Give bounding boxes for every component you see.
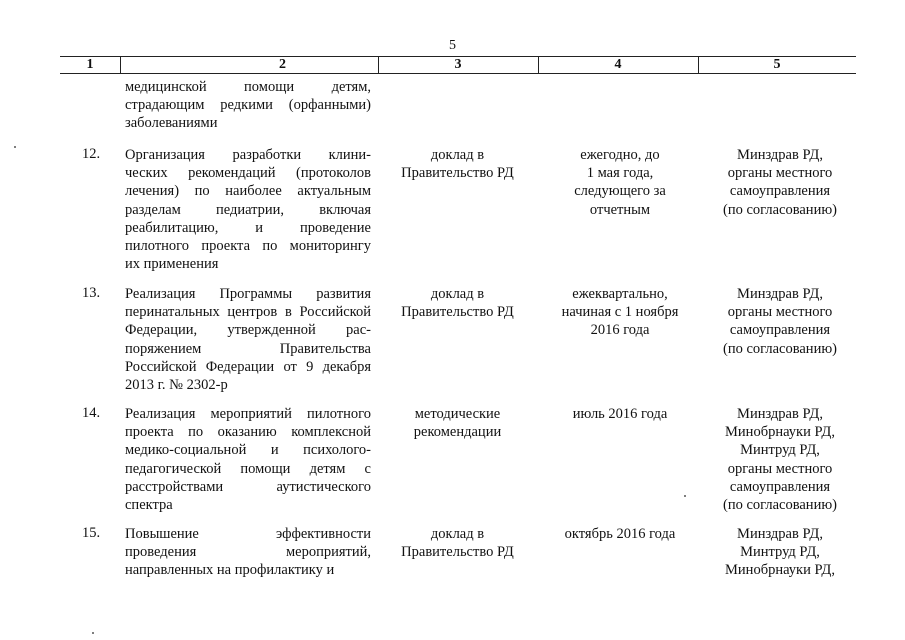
row-form: методические рекомендации — [413, 406, 502, 441]
row-form: доклад в Правительство РД — [401, 147, 514, 182]
header-col-1: 1 — [86, 57, 94, 72]
description-line: Реализация мероприятий пилотного — [125, 406, 371, 422]
row-form: доклад в Правительство РД — [401, 526, 514, 561]
row-responsible: Минздрав РД, органы местного самоуправления (по согласованию) — [723, 147, 837, 218]
description-line: перинатальных центров в Российской — [125, 304, 371, 321]
row-description — [125, 525, 371, 580]
row-number: 15. — [82, 525, 101, 541]
row-number: 13. — [82, 285, 101, 301]
description-line: Реализация Программы развития — [125, 286, 371, 302]
row-description — [125, 285, 371, 394]
description-line: заболеваниями — [125, 115, 218, 132]
description-line: Организация разработки клини- — [125, 147, 371, 163]
description-line: расстройствами аутистического — [125, 478, 371, 495]
row-number: 14. — [82, 405, 101, 421]
row-description — [125, 78, 371, 133]
description-line: лечения) по наиболее актуальным — [125, 183, 371, 200]
header-col-3: 3 — [454, 57, 462, 72]
description-line: медицинской помощи детям, — [125, 79, 371, 95]
scan-speck — [684, 495, 686, 497]
page-number: 5 — [449, 38, 456, 53]
header-col-5: 5 — [773, 57, 781, 72]
description-line: разделам педиатрии, включая — [125, 201, 371, 218]
description-line: педагогической помощи детям с — [125, 460, 371, 477]
row-number: 12. — [82, 146, 101, 162]
description-line: Повышение эффективности — [125, 526, 371, 542]
row-deadline: ежегодно, до 1 мая года, следующего за отчетным — [574, 147, 666, 218]
row-deadline: ежеквартально, начиная с 1 ноября 2016 года — [561, 286, 679, 339]
row-deadline: октябрь 2016 года — [564, 526, 676, 542]
row-responsible: Минздрав РД, Минтруд РД, Минобрнауки РД, — [725, 526, 835, 579]
description-line: медико-социальной и психолого- — [125, 442, 371, 459]
table-header-row — [60, 56, 856, 74]
header-col-4: 4 — [614, 57, 622, 72]
description-line: проекта по оказанию комплексной — [125, 424, 371, 441]
description-line: спектра — [125, 497, 173, 514]
row-description — [125, 405, 371, 514]
description-line: реабилитацию, и проведение — [125, 219, 371, 236]
scan-speck — [92, 632, 94, 634]
description-line: Федерации, утвержденной рас- — [125, 322, 371, 339]
description-line: проведения мероприятий, — [125, 544, 371, 561]
row-form: доклад в Правительство РД — [401, 286, 514, 321]
row-deadline: июль 2016 года — [572, 406, 668, 422]
header-col-2: 2 — [279, 57, 286, 72]
description-line: Российской Федерации от 9 декабря — [125, 358, 371, 375]
row-description — [125, 146, 371, 273]
description-line: страдающим редкими (орфанными) — [125, 97, 371, 114]
description-line: их применения — [125, 256, 219, 273]
description-line: 2013 г. № 2302-р — [125, 377, 228, 394]
scan-speck — [14, 146, 16, 148]
row-responsible: Минздрав РД, органы местного самоуправления (по согласованию) — [723, 286, 837, 357]
row-responsible: Минздрав РД, Минобрнауки РД, Минтруд РД, органы местного самоуправления (по согласованию) — [723, 406, 837, 514]
description-line: пилотного проекта по мониторингу — [125, 238, 371, 255]
description-line: ческих рекомендаций (протоколов — [125, 165, 371, 182]
description-line: поряжением Правительства — [125, 340, 371, 357]
description-line: направленных на профилактику и — [125, 562, 335, 579]
